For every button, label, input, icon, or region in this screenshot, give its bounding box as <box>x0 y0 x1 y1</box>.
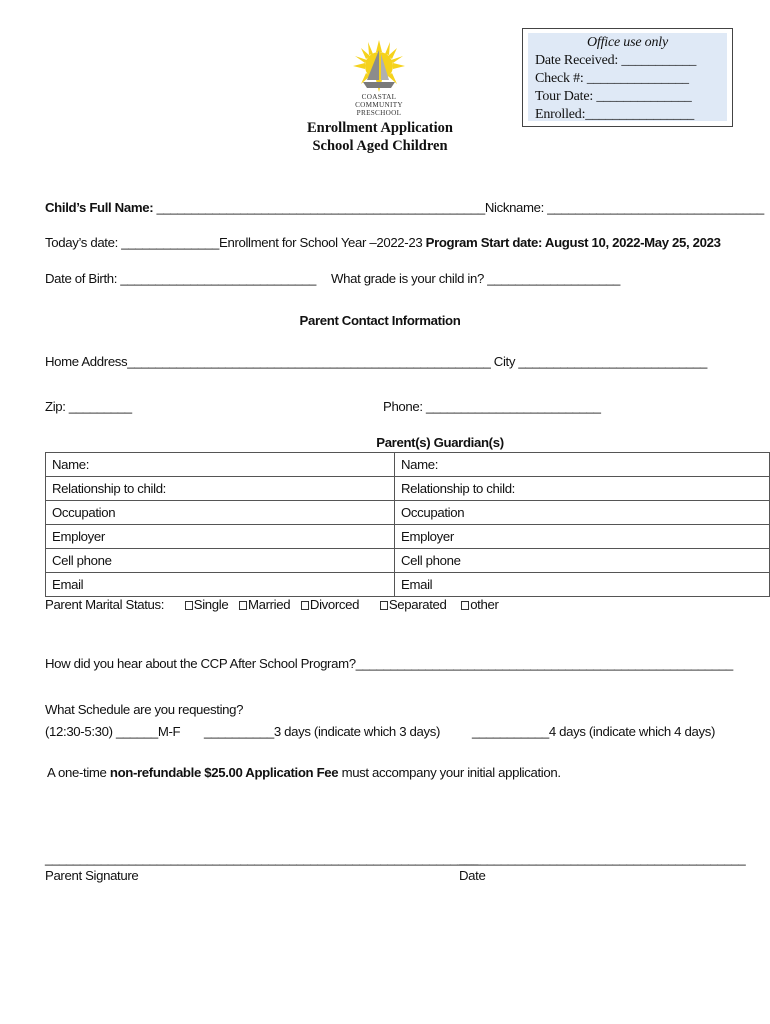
guardian-table-row <box>46 501 770 525</box>
enrollment-year-text: Enrollment for School Year –2022-23 <box>219 235 426 250</box>
parent-signature-line[interactable]: ______________________________________________________________ <box>45 851 479 866</box>
marital-option-single[interactable]: Single <box>185 597 229 612</box>
referral-field[interactable]: How did you hear about the CCP After School Program?______________________________________________________ <box>45 656 733 671</box>
zip-field[interactable]: Zip: _________ <box>45 399 132 414</box>
schedule-4-days-option[interactable]: ___________4 days (indicate which 4 days) <box>472 724 715 739</box>
office-use-box <box>522 28 733 127</box>
marital-option-other[interactable]: other <box>461 597 498 612</box>
check-number-field[interactable]: Check #: _______________ <box>535 71 689 86</box>
phone-field[interactable]: Phone: _________________________ <box>383 399 601 414</box>
guardian1-field[interactable]: Relationship to child: <box>46 477 395 501</box>
checkbox-icon <box>461 601 469 610</box>
guardian2-field[interactable]: Name: <box>395 453 770 477</box>
guardian1-field[interactable]: Cell phone <box>46 549 395 573</box>
child-full-name-field[interactable]: _______________________________________________ <box>156 200 485 215</box>
guardian-table-row <box>46 477 770 501</box>
todays-date-field[interactable]: Today’s date: ______________ <box>45 235 220 250</box>
parent-signature-label: Parent Signature <box>45 868 139 883</box>
home-address-field[interactable]: Home Address____________________________________________________ City ___________________________ <box>45 354 707 369</box>
child-name-row <box>45 200 764 215</box>
logo-text-line3: PRESCHOOL <box>356 109 402 117</box>
enrolled-field[interactable]: Enrolled:________________ <box>535 107 695 122</box>
signature-date-line[interactable]: _________________________________________ <box>459 851 746 866</box>
guardian1-field[interactable]: Occupation <box>46 501 395 525</box>
fee-amount: non-refundable $25.00 Application Fee <box>109 765 339 780</box>
guardian2-field[interactable]: Employer <box>395 525 770 549</box>
guardian-table-row <box>46 549 770 573</box>
guardian-table-row <box>46 525 770 549</box>
guardian-table-row <box>46 573 770 597</box>
tour-date-field[interactable]: Tour Date: ______________ <box>535 89 692 104</box>
parent-contact-heading: Parent Contact Information <box>299 313 461 328</box>
guardian1-field[interactable]: Email <box>46 573 395 597</box>
form-subtitle: School Aged Children <box>312 138 448 154</box>
logo-text-line1: COASTAL <box>361 93 397 101</box>
checkbox-icon <box>301 601 309 610</box>
guardian2-field[interactable]: Occupation <box>395 501 770 525</box>
guardian-table-row <box>46 453 770 477</box>
office-use-title: Office use only <box>587 35 668 50</box>
signature-date-label: Date <box>459 868 486 883</box>
child-full-name-label: Child’s Full Name: <box>45 200 157 215</box>
marital-option-separated[interactable]: Separated <box>380 597 447 612</box>
form-title: Enrollment Application <box>307 120 453 136</box>
school-logo <box>335 38 423 120</box>
checkbox-icon <box>239 601 247 610</box>
logo-text-line2: COMMUNITY <box>355 101 403 109</box>
dob-field[interactable]: Date of Birth: ____________________________ <box>45 271 316 286</box>
guardians-table <box>45 452 770 597</box>
guardian2-field[interactable]: Email <box>395 573 770 597</box>
schedule-mf-option[interactable]: (12:30-5:30) ______M-F <box>45 724 181 739</box>
program-start-text: Program Start date: August 10, 2022-May 25, 2023 <box>425 235 721 250</box>
grade-field[interactable]: What grade is your child in? ___________________ <box>331 271 620 286</box>
marital-option-married[interactable]: Married <box>239 597 290 612</box>
nickname-field[interactable]: Nickname: _______________________________ <box>484 200 764 215</box>
checkbox-icon <box>380 601 388 610</box>
date-received-field[interactable]: Date Received: ___________ <box>535 53 697 68</box>
guardian2-field[interactable]: Relationship to child: <box>395 477 770 501</box>
office-use-panel <box>528 33 727 121</box>
marital-option-divorced[interactable]: Divorced <box>301 597 359 612</box>
guardian2-field[interactable]: Cell phone <box>395 549 770 573</box>
fee-notice: A one-time non-refundable $25.00 Application Fee must accompany your initial application. <box>47 765 561 780</box>
sun-sailboat-icon <box>335 38 423 94</box>
date-program-row <box>45 235 721 250</box>
guardians-heading: Parent(s) Guardian(s) <box>376 435 504 450</box>
marital-status-label: Parent Marital Status: <box>45 597 165 612</box>
schedule-3-days-option[interactable]: __________3 days (indicate which 3 days) <box>204 724 440 739</box>
schedule-question: What Schedule are you requesting? <box>45 702 244 717</box>
guardian1-field[interactable]: Name: <box>46 453 395 477</box>
checkbox-icon <box>185 601 193 610</box>
guardian1-field[interactable]: Employer <box>46 525 395 549</box>
marital-status-row <box>45 597 499 612</box>
